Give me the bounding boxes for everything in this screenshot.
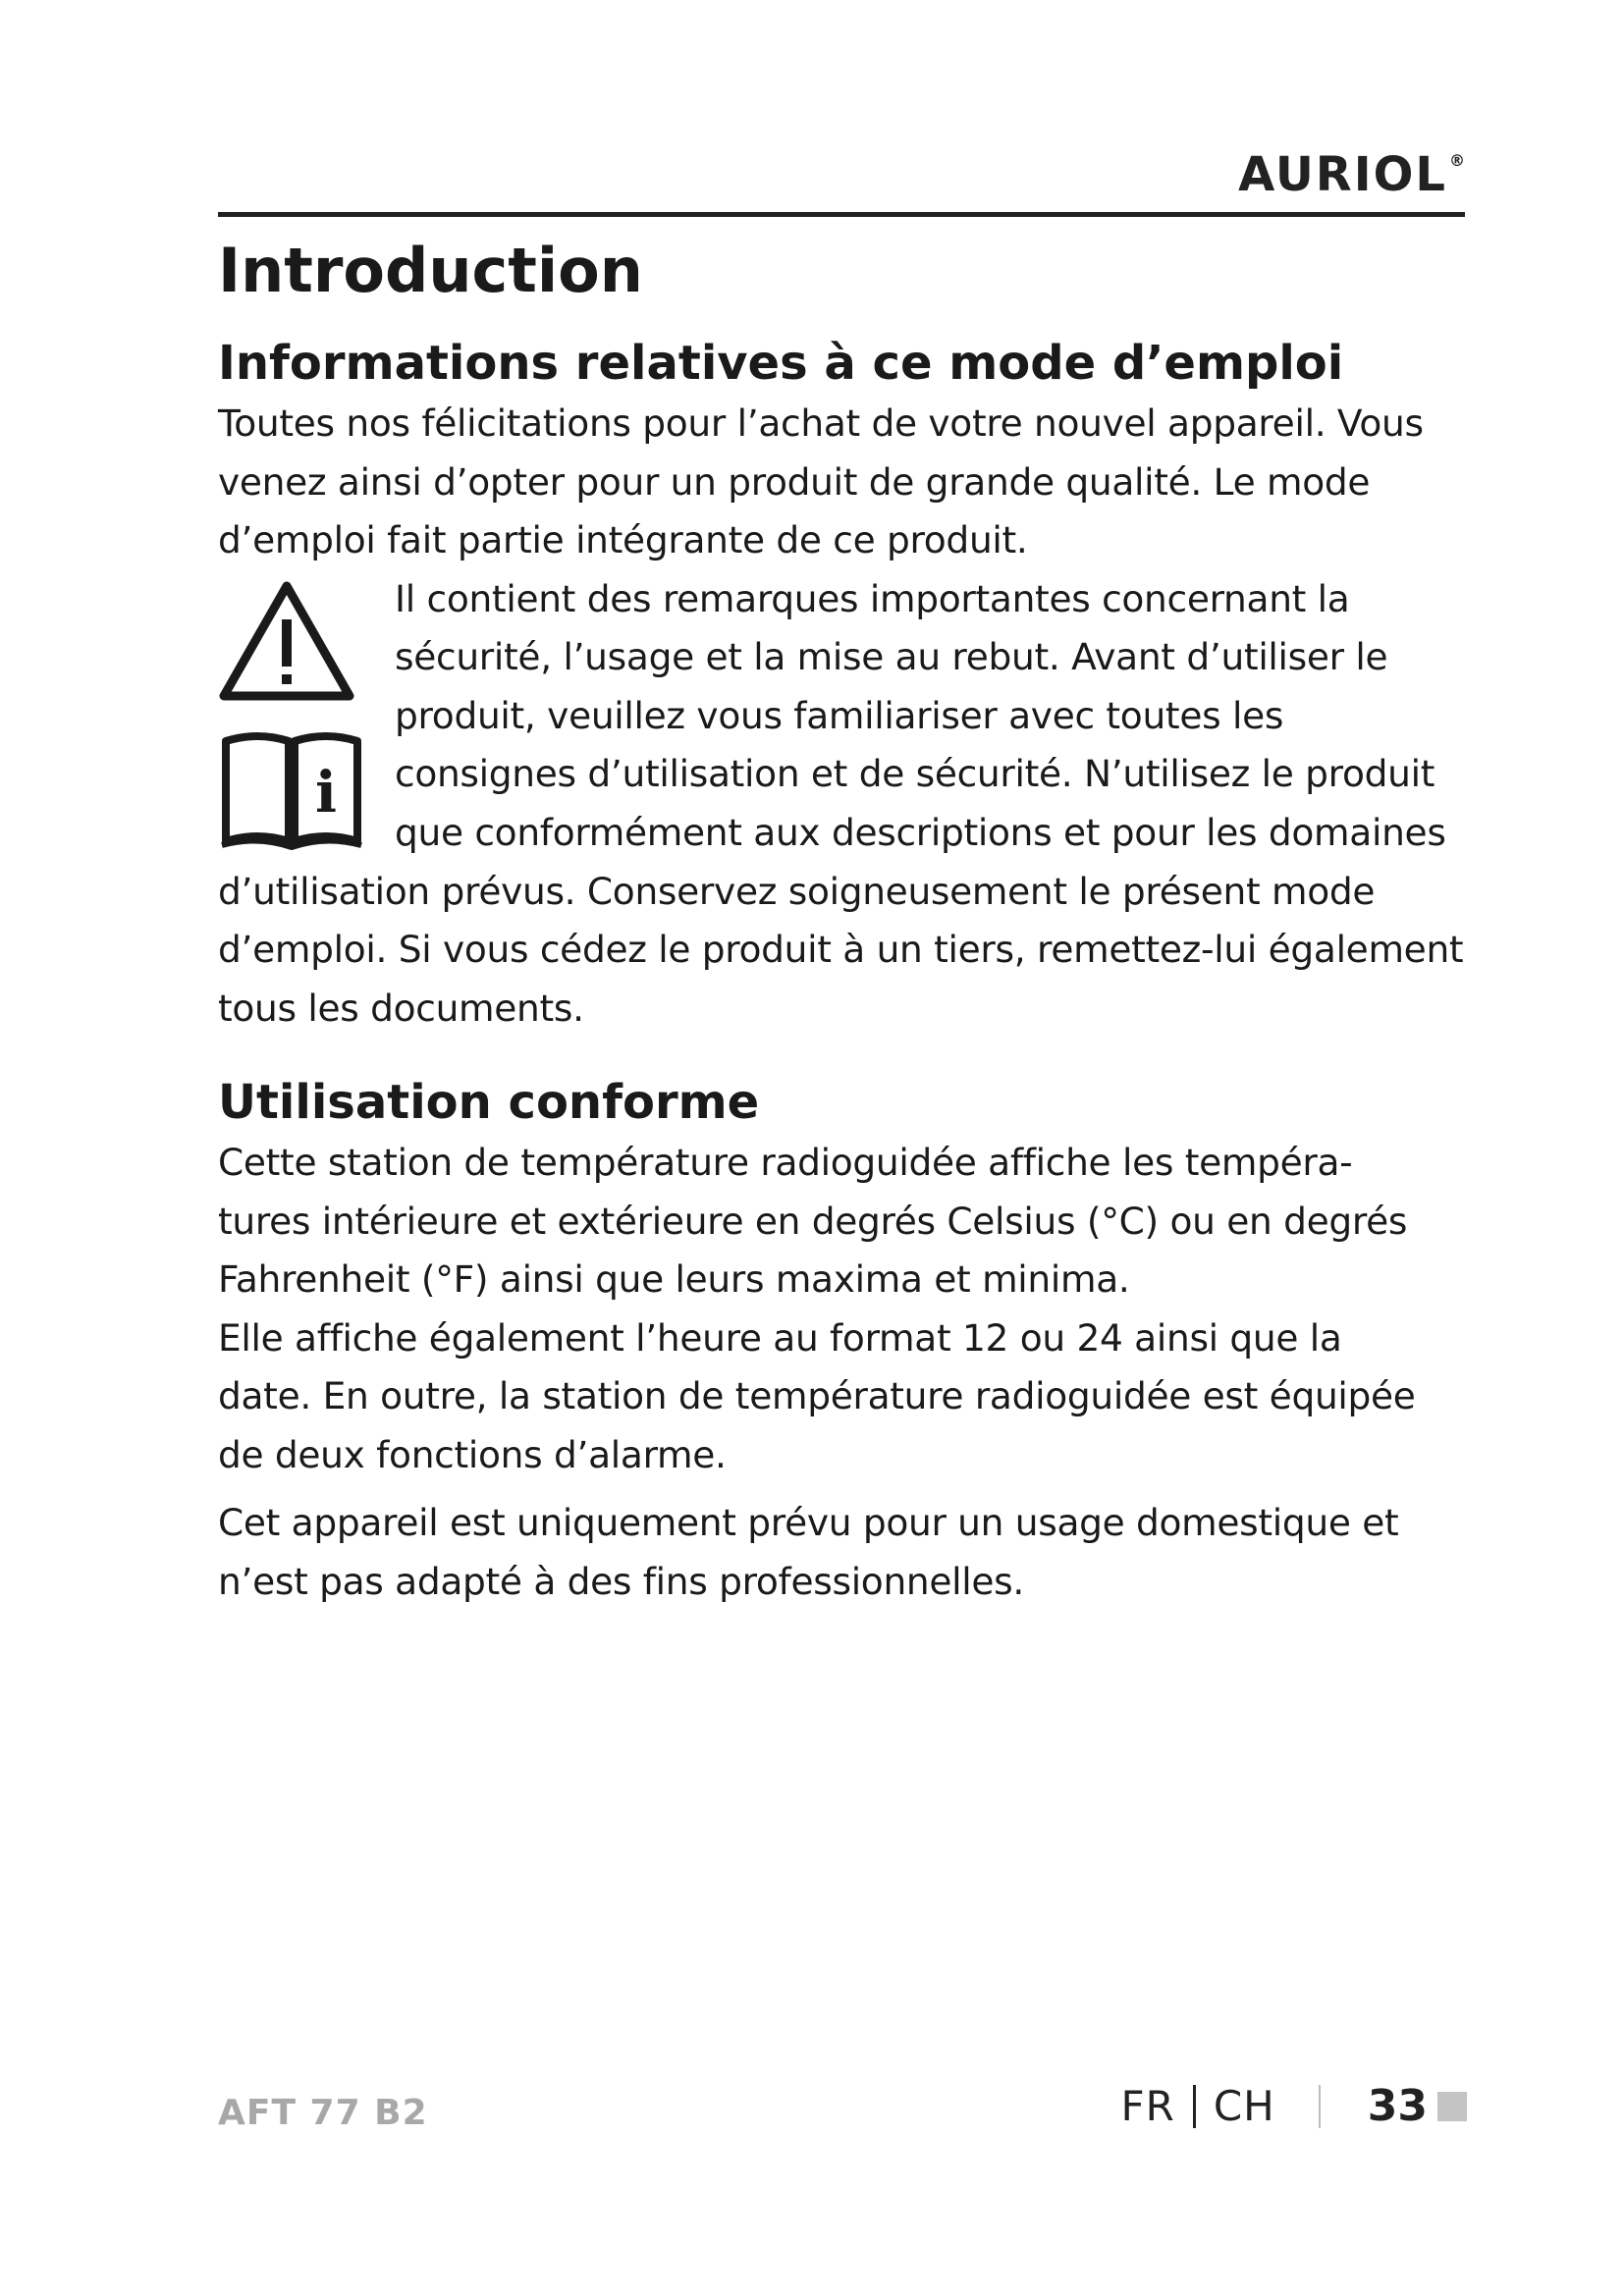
footer-page-info [1121, 2081, 1468, 2131]
intended-use-paragraph-1 [218, 1134, 1467, 1484]
text-line: sécurité, l’usage et la mise au rebut. Avant d’utiliser le [395, 635, 1388, 678]
text-line: de deux fonctions d’alarme. [218, 1432, 727, 1476]
notice-icons [218, 578, 375, 863]
info-book-icon [218, 725, 365, 853]
footer-lang-fr: FR [1120, 2082, 1175, 2130]
text-line: tures intérieure et extérieure en degrés Celsius (°C) ou en degrés [218, 1199, 1408, 1243]
text-line: Toutes nos félicitations pour l’achat de votre nouvel appareil. Vous [218, 401, 1424, 445]
text-line: Elle affiche également l’heure au format 12 ou 24 ainsi que la [218, 1315, 1342, 1360]
text-line: date. En outre, la station de température radioguidée est équipée [218, 1374, 1416, 1417]
text-line: d’utilisation prévus. Conservez soigneusement le présent mode [218, 869, 1376, 913]
page-content [218, 228, 1467, 1611]
text-line: consignes d’utilisation et de sécurité. N’utilisez le produit [395, 752, 1435, 795]
safety-notice-tail [218, 863, 1467, 1039]
text-line: tous les documents. [218, 986, 584, 1030]
text-line: Fahrenheit (°F) ainsi que leurs maxima et minima. [218, 1257, 1130, 1301]
text-line: venez ainsi d’opter pour un produit de grande qualité. Le mode [218, 459, 1371, 504]
text-line: d’emploi. Si vous cédez le produit à un tiers, remettez-lui également [218, 928, 1464, 971]
text-line: produit, veuillez vous familiariser avec toutes les [395, 693, 1284, 737]
header-rule [218, 212, 1465, 217]
intended-use-paragraph-2 [218, 1494, 1467, 1611]
safety-notice-text [218, 570, 1467, 863]
manual-info-intro [218, 395, 1467, 570]
text-line: Cet appareil est uniquement prévu pour un usage domestique et [218, 1501, 1399, 1544]
brand-logo [1238, 147, 1467, 202]
text-line: Cette station de température radioguidée affiche les tempéra- [218, 1141, 1353, 1184]
page-marker-square [1437, 2092, 1467, 2121]
footer-lang-ch: CH [1213, 2082, 1275, 2130]
warning-triangle-icon [218, 578, 355, 706]
footer-separator [1193, 2085, 1196, 2128]
brand-name: AURIOL [1238, 147, 1447, 202]
footer-separator-light [1319, 2085, 1321, 2128]
text-line: Il contient des remarques importantes concernant la [395, 576, 1350, 620]
safety-notice-block [218, 570, 1467, 1039]
footer-model-number: AFT 77 B2 [218, 2093, 428, 2133]
registered-mark: ® [1449, 151, 1467, 170]
section-heading-manual-info: Informations relatives à ce mode d’emploi [218, 336, 1344, 391]
page-title: Introduction [218, 235, 643, 306]
svg-text:i: i [314, 758, 338, 826]
section-heading-intended-use: Utilisation conforme [218, 1075, 760, 1130]
text-line: que conformément aux descriptions et pour les domaines [395, 810, 1446, 854]
text-line: d’emploi fait partie intégrante de ce produit. [218, 518, 1028, 561]
text-line: n’est pas adapté à des fins professionnelles. [218, 1559, 1025, 1603]
page-number: 33 [1367, 2081, 1428, 2131]
